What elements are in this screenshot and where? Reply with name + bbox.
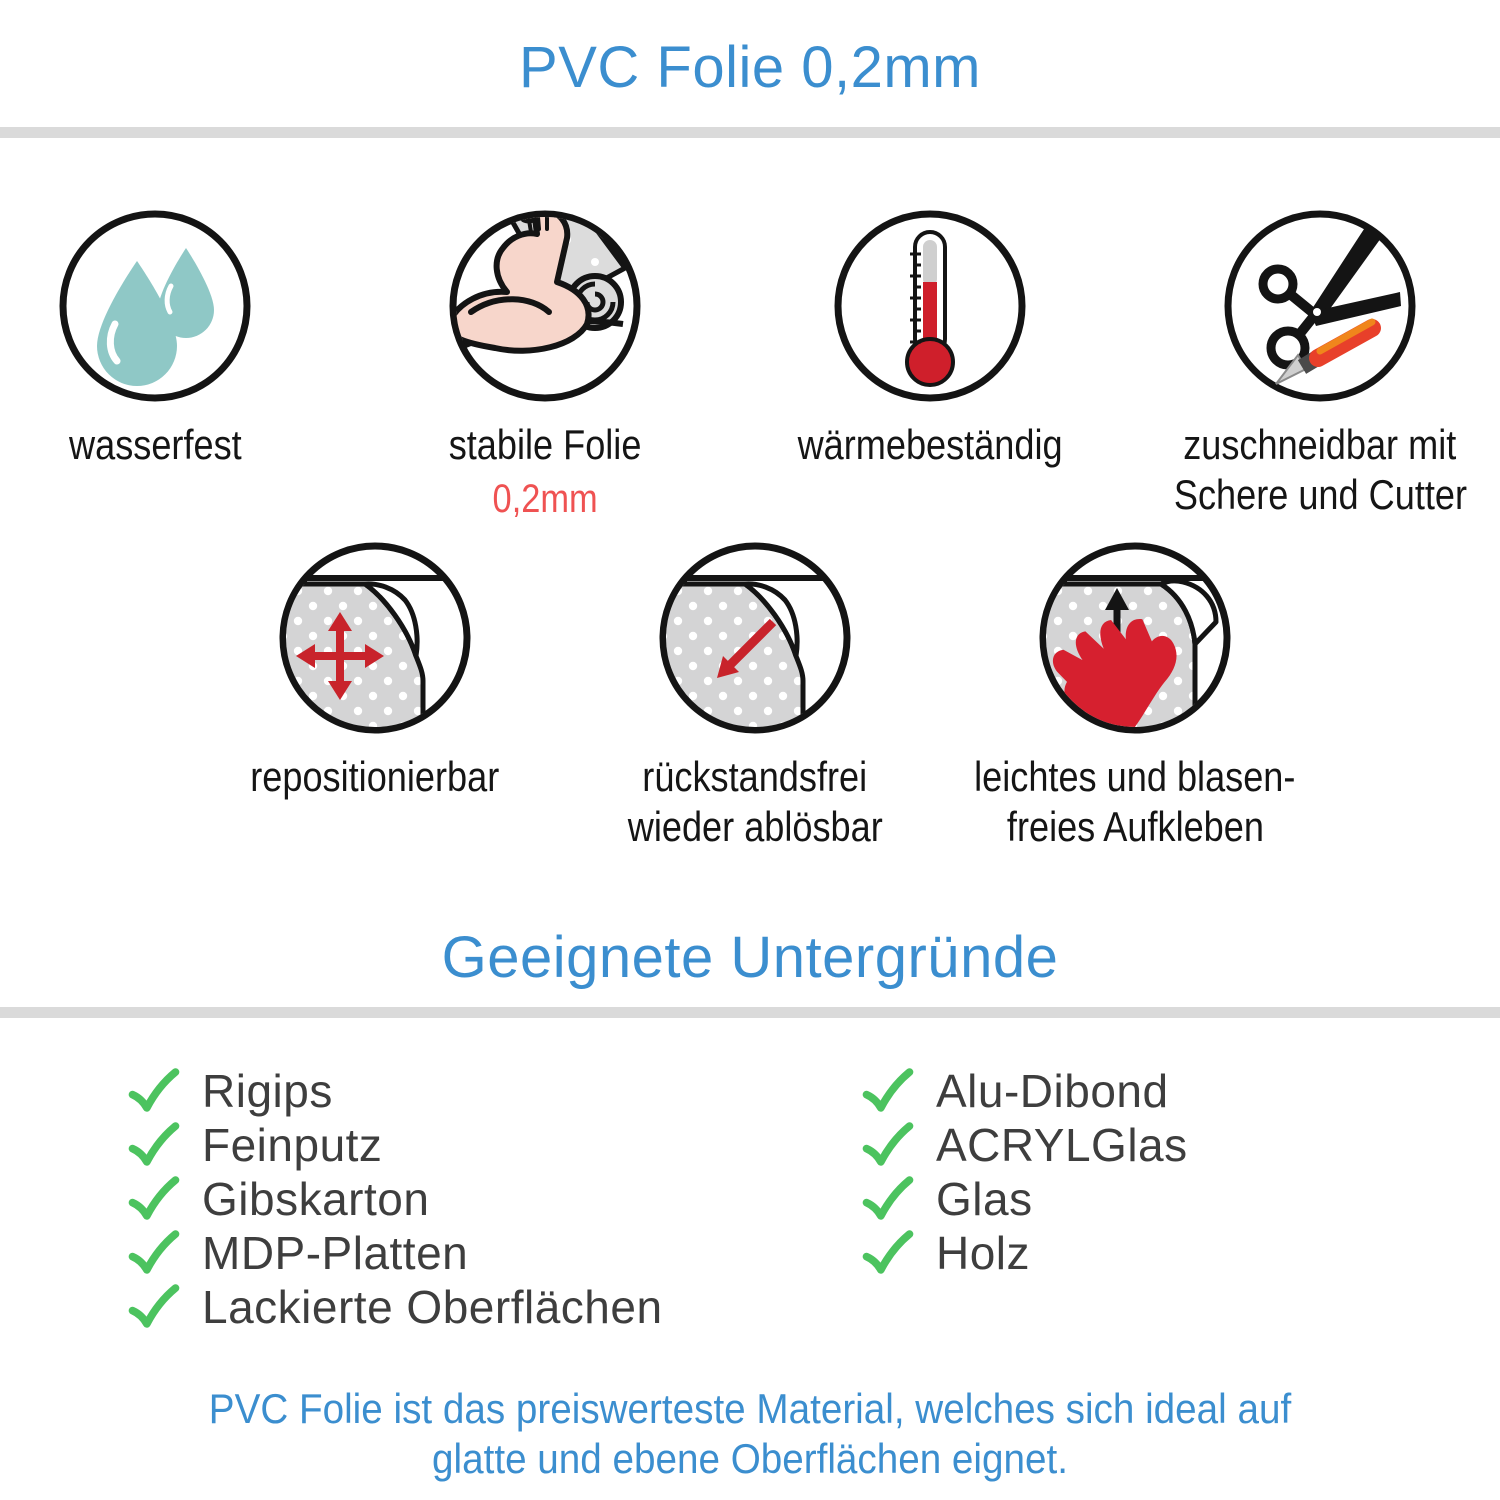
list-item bbox=[862, 1172, 1188, 1226]
thermometer-icon bbox=[830, 206, 1030, 406]
feature-label: rückstandsfrei bbox=[642, 753, 868, 800]
substrate-label: Feinputz bbox=[202, 1119, 383, 1171]
scissors-cutter-icon bbox=[1220, 206, 1420, 406]
water-drops-icon bbox=[55, 206, 255, 406]
list-item bbox=[128, 1064, 663, 1118]
feature-label: wärmebeständig bbox=[797, 421, 1063, 468]
substrate-label: Holz bbox=[936, 1227, 1031, 1279]
check-icon bbox=[128, 1068, 180, 1114]
check-icon bbox=[128, 1122, 180, 1168]
feature-label: stabile Folie bbox=[448, 421, 642, 468]
feature-label-line2: wieder ablösbar bbox=[627, 803, 883, 850]
footer-note bbox=[0, 1384, 1500, 1484]
feature-heat-resistant bbox=[750, 206, 1110, 470]
feature-stable-foil bbox=[365, 206, 725, 522]
check-icon bbox=[128, 1284, 180, 1330]
divider-top bbox=[0, 127, 1500, 138]
feature-waterproof bbox=[0, 206, 335, 470]
feature-bubble-free bbox=[935, 538, 1335, 852]
foil-thickness-value: 0,2mm bbox=[492, 477, 598, 521]
feature-label-line2: Schere und Cutter bbox=[1173, 471, 1467, 518]
check-icon bbox=[862, 1230, 914, 1276]
section-title-substrates: Geeignete Untergründe bbox=[441, 925, 1059, 990]
feature-label: wasserfest bbox=[68, 421, 242, 468]
feature-cuttable bbox=[1140, 206, 1500, 520]
feature-label: zuschneidbar mit bbox=[1183, 421, 1457, 468]
check-icon bbox=[128, 1176, 180, 1222]
substrates-list-right bbox=[862, 1064, 1188, 1280]
substrate-label: ACRYLGlas bbox=[936, 1119, 1188, 1171]
list-item bbox=[128, 1226, 663, 1280]
page-title: PVC Folie 0,2mm bbox=[519, 35, 981, 100]
list-item bbox=[862, 1064, 1188, 1118]
footer-line-2: glatte und ebene Oberflächen eignet. bbox=[432, 1435, 1068, 1482]
feature-residue-free bbox=[555, 538, 955, 852]
divider-bottom bbox=[0, 1007, 1500, 1018]
list-item bbox=[128, 1172, 663, 1226]
substrate-label: MDP-Platten bbox=[202, 1227, 469, 1279]
feature-label: repositionierbar bbox=[250, 753, 500, 800]
substrate-label: Alu-Dibond bbox=[936, 1065, 1169, 1117]
check-icon bbox=[862, 1176, 914, 1222]
bubble-free-apply-icon bbox=[1035, 538, 1235, 738]
feature-repositionable bbox=[175, 538, 575, 802]
list-item bbox=[128, 1118, 663, 1172]
substrate-label: Glas bbox=[936, 1173, 1033, 1225]
list-item bbox=[862, 1226, 1188, 1280]
list-item bbox=[128, 1280, 663, 1334]
substrate-label: Rigips bbox=[202, 1065, 333, 1117]
reposition-foil-icon bbox=[275, 538, 475, 738]
footer-line-1: PVC Folie ist das preiswerteste Material, welches sich ideal auf bbox=[208, 1385, 1292, 1432]
substrate-label: Lackierte Oberflächen bbox=[202, 1281, 663, 1333]
residue-free-peel-icon bbox=[655, 538, 855, 738]
substrates-list-left bbox=[128, 1064, 663, 1334]
check-icon bbox=[128, 1230, 180, 1276]
feature-label-line2: freies Aufkleben bbox=[1006, 803, 1264, 850]
muscle-arm-foil-icon bbox=[445, 206, 645, 406]
check-icon bbox=[862, 1122, 914, 1168]
check-icon bbox=[862, 1068, 914, 1114]
substrate-label: Gibskarton bbox=[202, 1173, 430, 1225]
list-item bbox=[862, 1118, 1188, 1172]
feature-label: leichtes und blasen- bbox=[974, 753, 1296, 800]
